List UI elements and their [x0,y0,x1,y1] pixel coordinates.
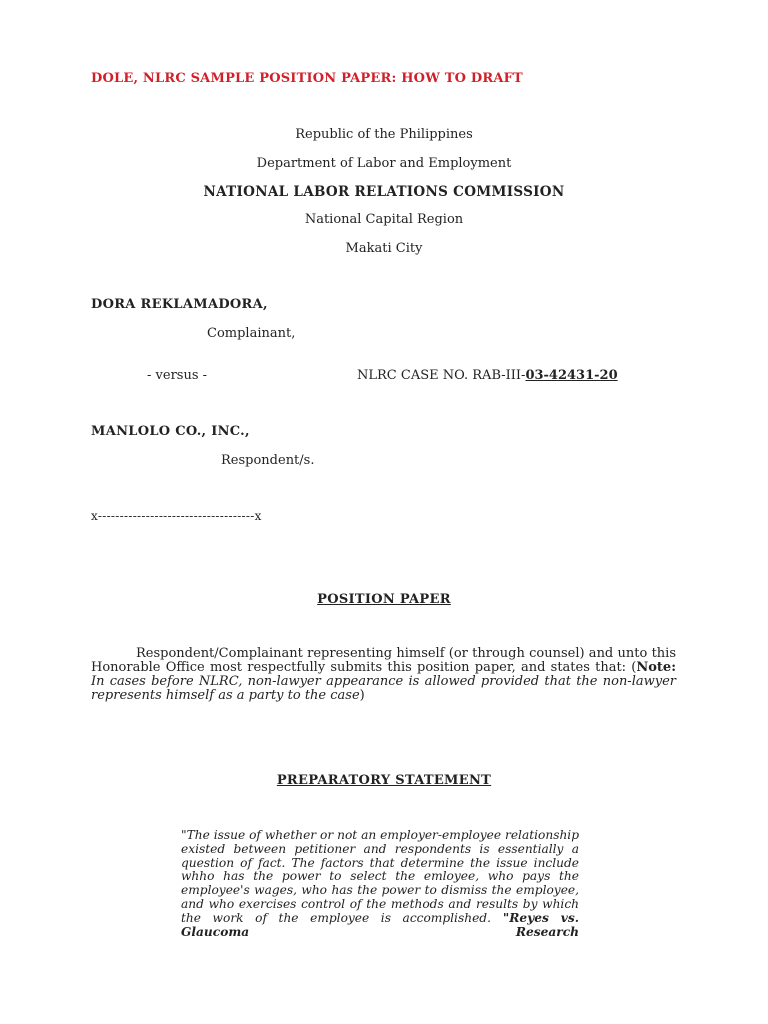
intro-close: ) [359,688,365,703]
position-paper-heading: POSITION PAPER [317,592,451,607]
complainant-name: DORA REKLAMADORA, [91,297,268,312]
block-quote [181,829,579,939]
caption-city: Makati City [345,241,423,256]
note-label: Note: [636,660,676,675]
caption-republic: Republic of the Philippines [295,127,473,142]
quote-citation: "Reyes vs. Glaucoma Research [181,910,579,939]
complainant-role: Complainant, [207,326,296,341]
respondent-name: MANLOLO CO., INC., [91,424,250,439]
document-title: DOLE, NLRC SAMPLE POSITION PAPER: HOW TO DRAFT [91,71,523,86]
caption-region: National Capital Region [304,212,464,227]
caption-commission: NATIONAL LABOR RELATIONS COMMISSION [203,184,565,200]
caption-divider: x------------------------------------x [91,509,262,523]
quote-text: "The issue of whether or not an employer-employee relationship existed between petitioner and respondents is essentially a question of fact. The factors that determine the issue include whho has the power to select the emloyee, who pays the employee's wages, who has the power to dismiss the employee, and who exercises control of the methods and results by which the work of the employee is accomplished. [181,828,579,925]
intro-text: Respondent/Complainant representing himself (or through counsel) and unto this Honorable Office most respectfully submits this position paper, and states that: ( [91,646,676,675]
intro-paragraph [91,647,676,703]
case-number-line [357,368,618,383]
respondent-role: Respondent/s. [221,453,315,468]
case-number-prefix: NLRC CASE NO. RAB-III- [357,368,526,383]
case-number: 03-42431-20 [525,368,618,383]
versus-label: - versus - [147,368,208,383]
note-text: In cases before NLRC, non-lawyer appearance is allowed provided that the non-lawyer represents himself as a party to the case [91,674,676,703]
preparatory-statement-heading: PREPARATORY STATEMENT [276,773,492,788]
caption-department: Department of Labor and Employment [256,156,512,171]
